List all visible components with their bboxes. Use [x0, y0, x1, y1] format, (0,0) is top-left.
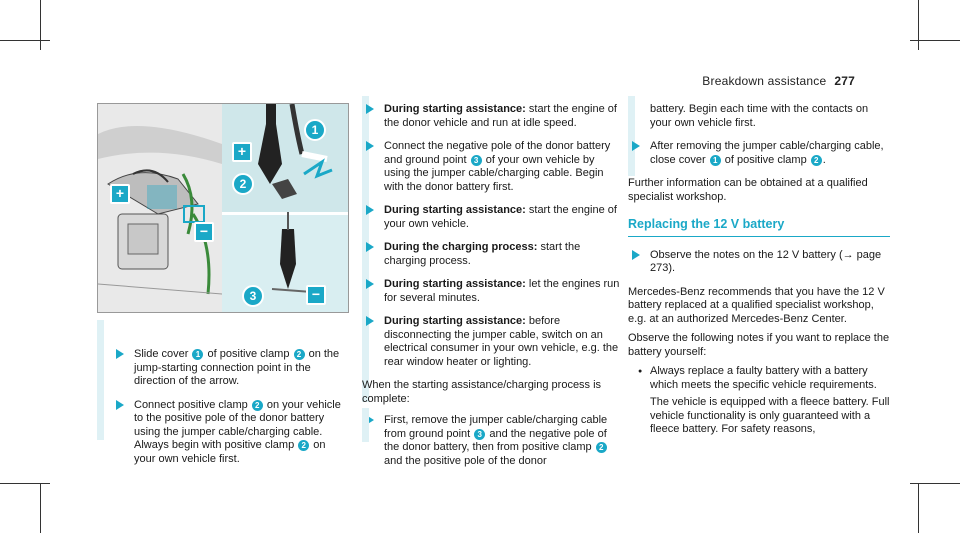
callout-2: 2: [232, 173, 254, 195]
step-arrow-icon: [366, 205, 374, 215]
step-charging: During the charging process: start the charging process.: [362, 241, 620, 268]
callout-1: 1: [304, 119, 326, 141]
crop-mark: [40, 483, 41, 533]
ref-3: 3: [474, 429, 485, 440]
ref-2: 2: [596, 442, 607, 453]
ref-3: 3: [471, 155, 482, 166]
ref-2: 2: [811, 155, 822, 166]
ref-2: 2: [252, 400, 263, 411]
jump-start-illustration: [97, 103, 349, 313]
callout-3: 3: [242, 285, 264, 307]
step-arrow-icon: [366, 279, 374, 289]
page-reference-link[interactable]: → page 273: [650, 248, 882, 274]
notes-intro: Observe the following notes if you want to replace the battery yourself:: [628, 332, 890, 358]
section-heading: Replacing the 12 V battery: [628, 218, 890, 237]
completion-paragraph: When the starting assistance/charging process is complete:: [362, 379, 602, 405]
crop-mark: [918, 0, 919, 50]
ref-2: 2: [298, 440, 309, 451]
column-3: [628, 103, 890, 437]
step-slide-cover: Slide cover 1 of positive clamp 2 on the jump-starting connection point in the direction of the arrow.: [112, 348, 344, 389]
clamp-drawing: [222, 104, 348, 312]
minus-marker-icon: −: [194, 222, 214, 242]
step-arrow-icon: [632, 250, 640, 260]
step-arrow-icon: [116, 349, 124, 359]
plus-marker-icon: +: [232, 142, 252, 162]
step-observe-notes: Observe the notes on the 12 V battery (→ page 273).: [628, 249, 890, 276]
ref-2: 2: [294, 349, 305, 360]
step-arrow-icon: [116, 400, 124, 410]
step-run-engines: During starting assistance: let the engines run for several minutes.: [362, 278, 620, 305]
instruction-bar: [362, 408, 369, 442]
further-info: Further information can be obtained at a qualified specialist workshop.: [628, 177, 868, 203]
step-arrow-icon: [366, 141, 374, 151]
page-number: 277: [834, 74, 855, 88]
section-name: Breakdown assistance: [702, 74, 827, 88]
crop-mark: [0, 483, 50, 484]
plus-marker-icon: +: [110, 184, 130, 204]
step-connect-positive: Connect positive clamp 2 on your vehicle to the positive pole of the donor battery using the jumper cable/charging cable. Always begin with positive clamp 2 on your own vehicle first.: [112, 399, 344, 467]
step-own-start: During starting assistance: start the engine of your own vehicle.: [362, 204, 620, 231]
minus-marker-icon: −: [306, 285, 326, 305]
recommendation-paragraph: Mercedes-Benz recommends that you have the 12 V battery replaced at a qualified specialist workshop, e.g. at an authorized Mercedes-Benz Center.: [628, 285, 885, 325]
step-arrow-icon: [632, 141, 640, 151]
ref-1: 1: [192, 349, 203, 360]
page-header: [702, 74, 855, 88]
step-arrow-icon: [366, 104, 374, 114]
fleece-battery-note: The vehicle is equipped with a fleece battery. Full vehicle functionality is only guaranteed with a fleece battery. For safety reasons,: [650, 396, 890, 435]
ref-1: 1: [710, 155, 721, 166]
bullet-item: ● Always replace a faulty battery with a battery which meets the specific vehicle requirements.: [628, 365, 890, 392]
instruction-bar: [97, 320, 104, 440]
crop-mark: [918, 483, 919, 533]
step-donor-start: During starting assistance: start the engine of the donor vehicle and run at idle speed.: [362, 103, 620, 130]
crop-mark: [40, 0, 41, 50]
engine-bay-drawing: [98, 104, 222, 312]
step-arrow-icon: [366, 316, 374, 326]
column-2: [362, 103, 620, 478]
step-close-cover: After removing the jumper cable/charging cable, close cover 1 of positive clamp 2 .: [628, 140, 890, 167]
step-remove-cable: First, remove the jumper cable/charging cable from ground point 3 and the negative pole of the donor battery, then from positive clamp 2 and the positive pole of the donor: [362, 414, 620, 468]
step-before-disconnect: During starting assistance: before disconnecting the jumper cable, switch on an electrical consumer in your own vehicle, e.g. the rear window heater or lighting.: [362, 315, 620, 369]
crop-mark: [0, 40, 50, 41]
column-1: [112, 348, 344, 476]
step-arrow-icon: [366, 242, 374, 252]
continued-text: battery. Begin each time with the contacts on your own vehicle first.: [650, 103, 869, 129]
step-connect-negative: Connect the negative pole of the donor battery and ground point 3 of your own vehicle by using the jumper cable/charging cable. Begin with the donor battery first.: [362, 140, 620, 194]
